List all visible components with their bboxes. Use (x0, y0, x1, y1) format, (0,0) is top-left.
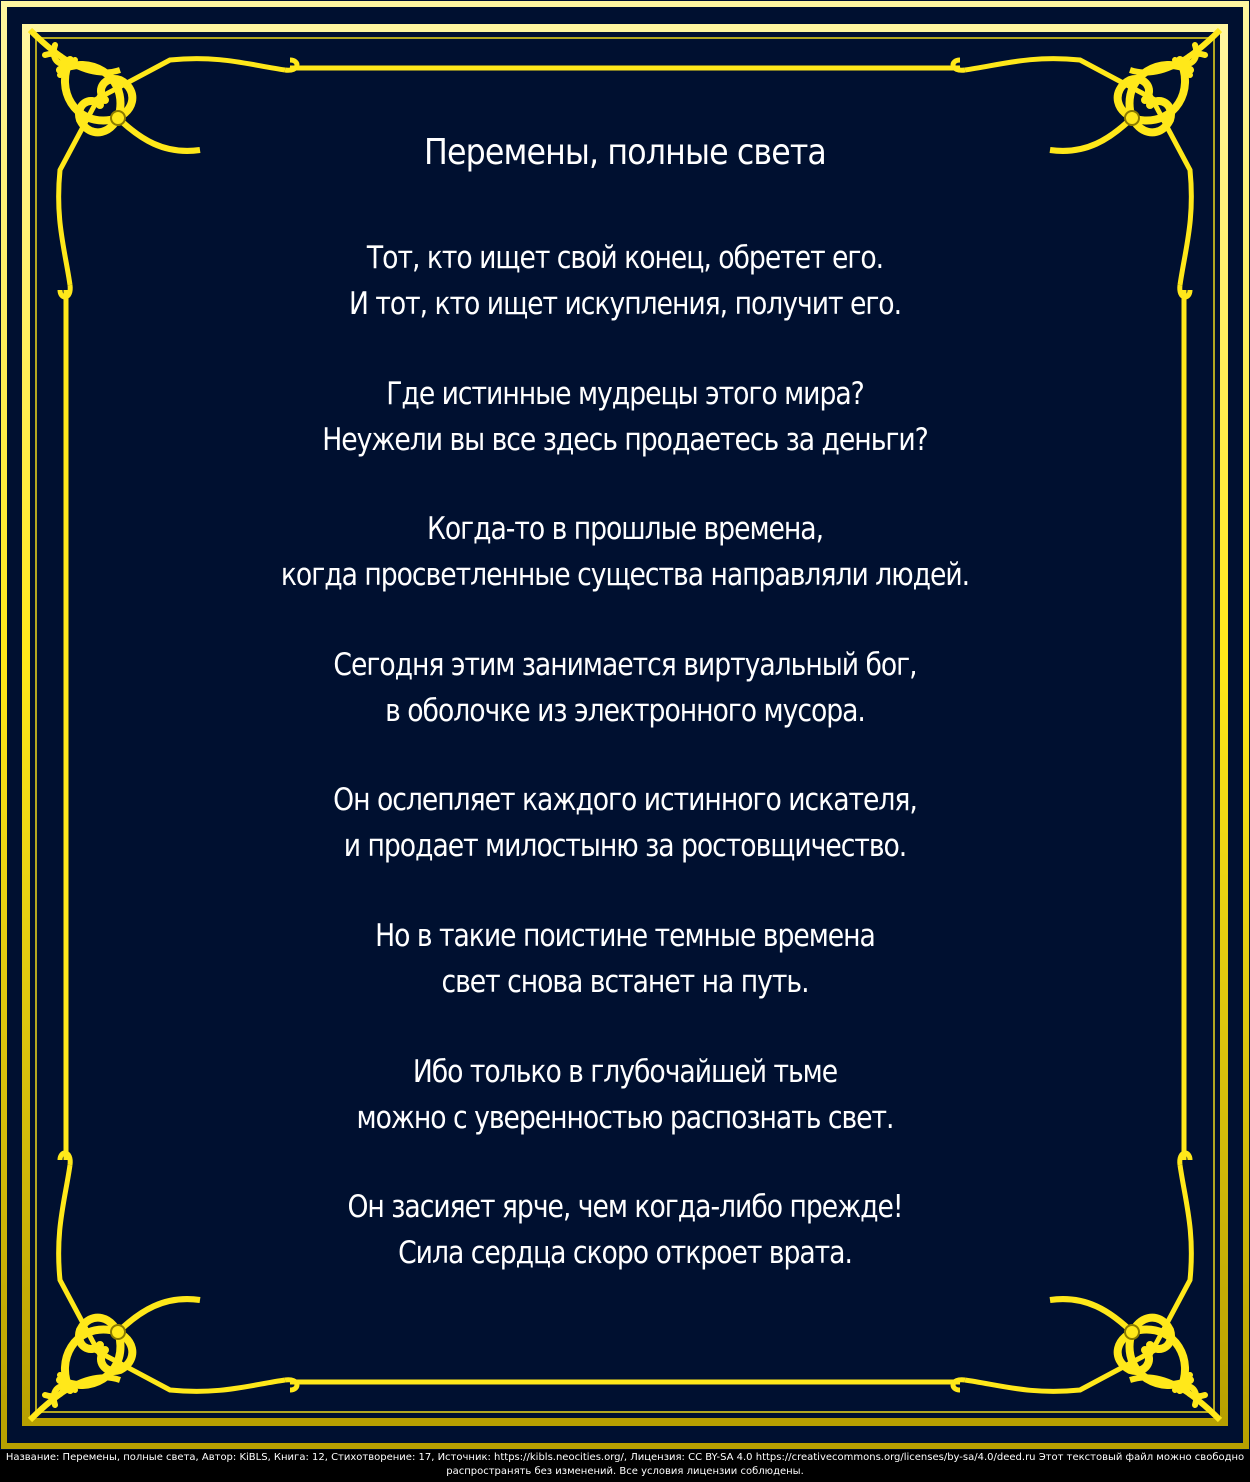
poem-line: Он засияет ярче, чем когда-либо прежде! (347, 1189, 903, 1226)
poem (150, 125, 1100, 1320)
license-footer (0, 1451, 1250, 1482)
stanza (150, 506, 1100, 598)
poem-line: Где истинные мудрецы этого мира? (386, 375, 864, 412)
poem-line: и продает милостыню за ростовщичество. (343, 828, 907, 865)
poem-line: свет снова встанет на путь. (441, 963, 809, 1000)
poem-line: Ибо только в глубочайшей тьме (412, 1053, 838, 1090)
poem-line: Он ослепляет каждого истинного искателя, (333, 782, 917, 819)
stanza (150, 642, 1100, 734)
poem-title: Перемены, полные света (424, 132, 826, 173)
poem-line: когда просветленные существа направляли людей. (280, 557, 970, 594)
stanza (150, 777, 1100, 869)
footer-line-1: Название: Перемены, полные света, Автор: KiBLS, Книга: 12, Стихотворение: 17, Источник: https://kibls.neocities.org/, Лицензия: CC BY-SA 4.0 https://creativecommons.org/licenses/by-sa/4.0/deed.ru Этот текстовый файл можно свободно (5, 1452, 1245, 1463)
poem-line: в оболочке из электронного мусора. (385, 692, 865, 729)
poem-stanzas (150, 235, 1100, 1276)
poem-line: Тот, кто ищет свой конец, обретет его. (366, 240, 884, 276)
poem-line: Сила сердца скоро откроет врата. (398, 1235, 852, 1272)
stanza (150, 913, 1100, 1005)
poem-line: можно с уверенностью распознать свет. (356, 1099, 894, 1136)
stanza (150, 1049, 1100, 1141)
poem-line: И тот, кто ищет искупления, получит его. (348, 286, 902, 322)
footer-line-2: распространять без изменений. Все условия лицензии соблюдены. (446, 1465, 804, 1477)
poem-line: Когда-то в прошлые времена, (426, 511, 824, 548)
poem-line: Сегодня этим занимается виртуальный бог, (333, 646, 917, 683)
stanza (150, 1184, 1100, 1276)
stanza (150, 235, 1100, 327)
poem-line: Но в такие поистине темные времена (375, 917, 875, 954)
poem-line: Неужели вы все здесь продаетесь за деньги? (322, 421, 928, 458)
stanza (150, 371, 1100, 463)
